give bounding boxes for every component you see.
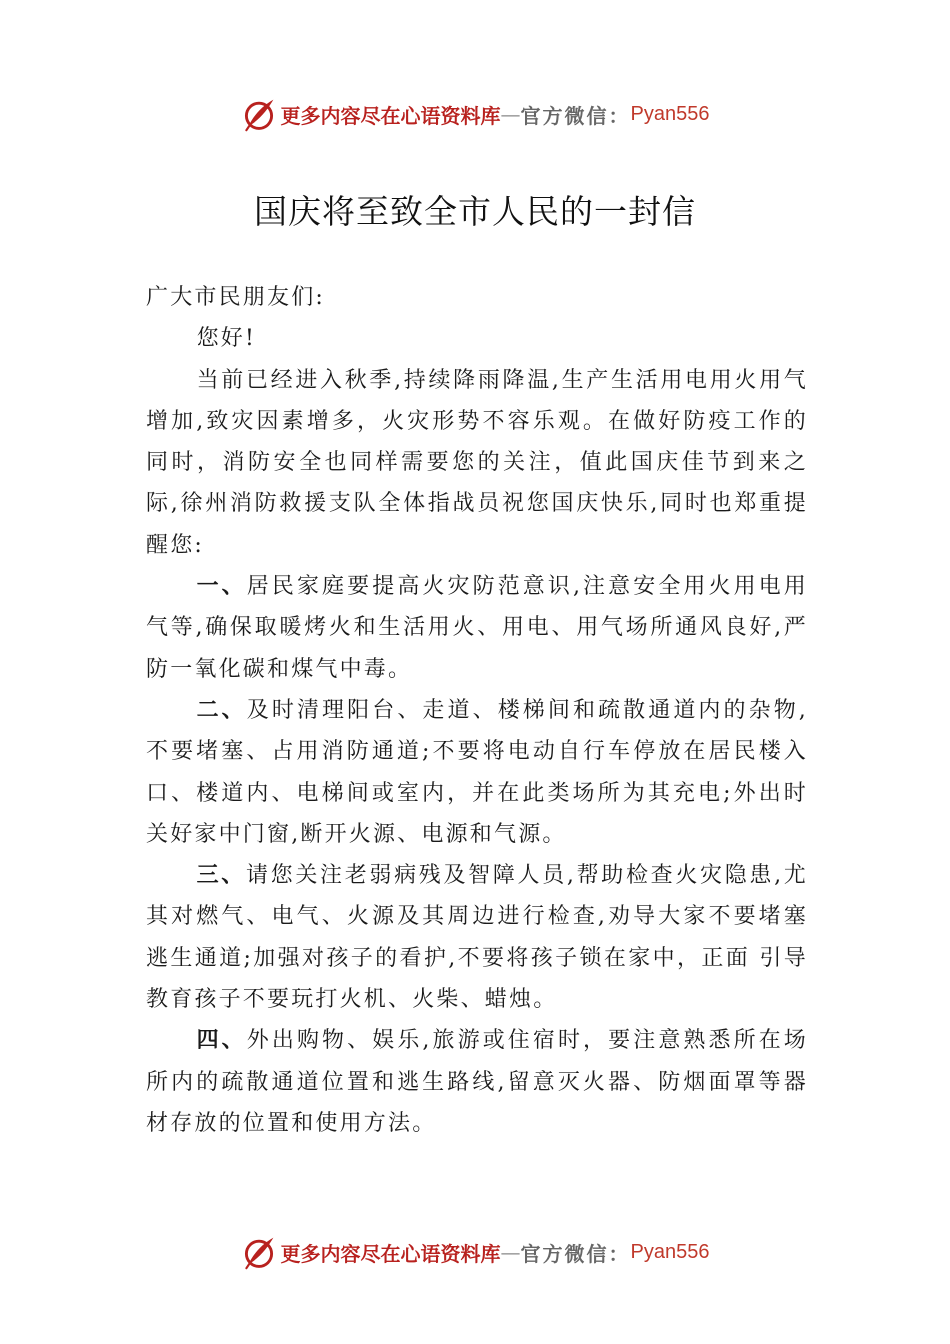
quill-pen-logo-icon xyxy=(241,96,277,132)
watermark-main-text: 更多内容尽在心语资料库 xyxy=(280,1241,501,1266)
greeting: 您好! xyxy=(196,326,257,352)
item-paragraph-2 xyxy=(146,690,808,855)
item-text-3: 请您关注老弱病残及智障人员,帮助检查火灾隐患,尤其对燃气、电气、火源及其周边进行检查,劝导大家不要堵塞逃生通道;加强对孩子的看护,不要将孩子锁在家中，正面 引导教育孩子不要玩打火机、火柴、蜡烛。 xyxy=(146,863,808,1013)
salutation: 广大市民朋友们: xyxy=(146,285,326,310)
item-number-2: 二、 xyxy=(196,696,247,723)
document-title: 国庆将至致全市人民的一封信 xyxy=(254,192,696,231)
letter-body xyxy=(146,277,808,1144)
quill-pen-logo-icon xyxy=(241,1234,277,1270)
item-text-4: 外出购物、娱乐,旅游或住宿时，要注意熟悉所在场所内的疏散通道位置和逃生路线,留意灭火器、防烟面罩等器材存放的位置和使用方法。 xyxy=(146,1028,808,1136)
watermark-dash: — xyxy=(500,102,521,126)
watermark-dash: — xyxy=(500,1240,521,1264)
watermark-wechat-label: 官方微信： xyxy=(520,1241,631,1266)
item-text-2: 及时清理阳台、走道、楼梯间和疏散通道内的杂物,不要堵塞、占用消防通道;不要将电动自行车停放在居民楼入口、楼道内、电梯间或室内，并在此类场所为其充电;外出时关好家中门窗,断开火源、电源和气源。 xyxy=(146,697,808,847)
item-paragraph-4 xyxy=(146,1020,808,1144)
watermark-main-text: 更多内容尽在心语资料库 xyxy=(280,103,501,128)
watermark-wechat-id: Pyan556 xyxy=(630,1240,710,1263)
item-paragraph-3 xyxy=(146,855,808,1020)
watermark-wechat-id: Pyan556 xyxy=(630,102,710,125)
item-paragraph-1 xyxy=(146,566,808,690)
intro-paragraph: 当前已经进入秋季,持续降雨降温,生产生活用电用火用气增加,致灾因素增多，火灾形势不容乐观。在做好防疫工作的同时，消防安全也同样需要您的关注，值此国庆佳节到来之际,徐州消防救援支队全体指战员祝您国庆快乐,同时也郑重提醒您: xyxy=(146,367,808,558)
item-number-1: 一、 xyxy=(196,573,247,600)
header-watermark-banner xyxy=(0,94,950,134)
item-text-1: 居民家庭要提高火灾防范意识,注意安全用火用电用气等,确保取暖烤火和生活用火、用电、用气场所通风良好,严防一氧化碳和煤气中毒。 xyxy=(146,574,808,682)
item-number-3: 三、 xyxy=(196,862,246,889)
watermark-wechat-label: 官方微信： xyxy=(520,103,631,128)
footer-watermark-banner xyxy=(0,1232,950,1272)
item-number-4: 四、 xyxy=(196,1027,247,1054)
